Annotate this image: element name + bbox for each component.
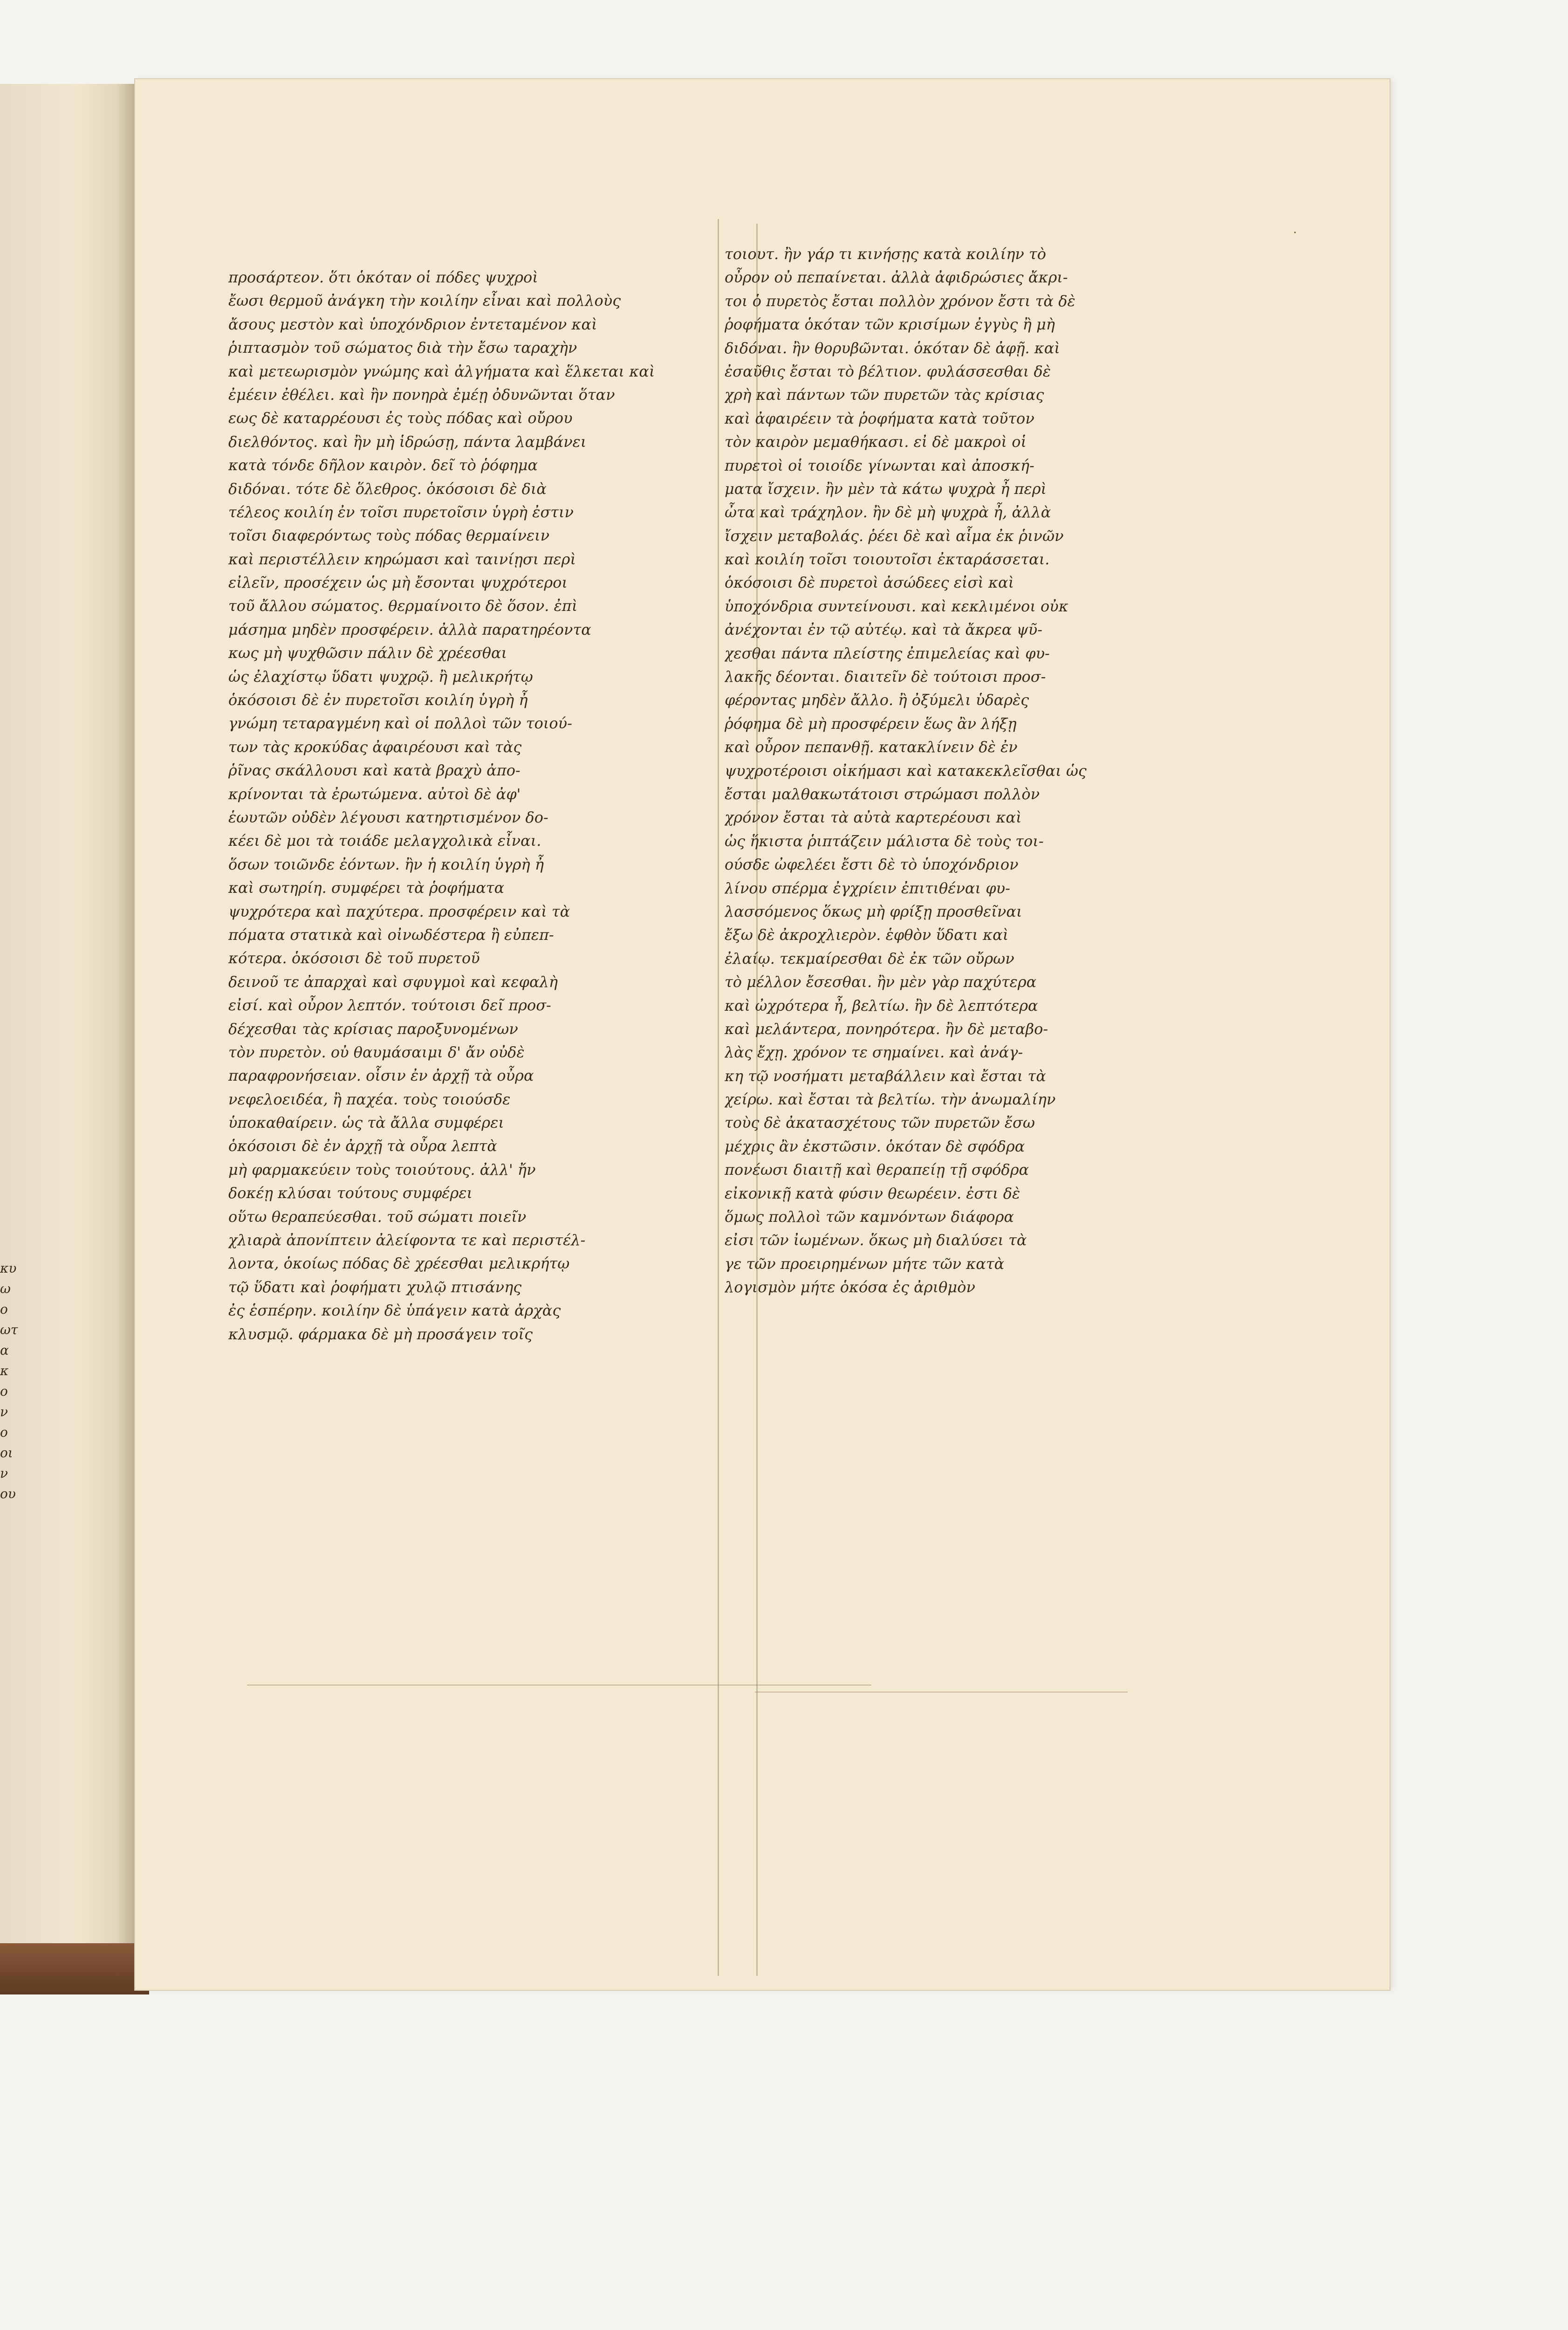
manuscript-line: ἐσαῦθις ἔσται τὸ βέλτιον. φυλάσσεσθαι δὲ: [725, 362, 1051, 380]
manuscript-line: τὸ μέλλον ἔσεσθαι. ἢν μὲν γὰρ παχύτερα: [725, 973, 1037, 991]
manuscript-line: τῷ ὕδατι καὶ ῥοφήματι χυλῷ πτισάνης: [228, 1278, 522, 1296]
manuscript-line: καὶ οὖρον πεπανθῇ. κατακλίνειν δὲ ἐν: [725, 738, 1018, 756]
text-column-right: [725, 242, 1246, 1299]
manuscript-line: κότερα. ὁκόσοισι δὲ τοῦ πυρετοῦ: [228, 949, 480, 967]
prev-page-fragment: ω: [0, 1281, 11, 1296]
manuscript-line: ἀνέχονται ἐν τῷ αὐτέῳ. καὶ τὰ ἄκρεα ψῦ-: [725, 621, 1043, 639]
manuscript-line: λακῆς δέονται. διαιτεῖν δὲ τούτοισι προσ-: [725, 668, 1046, 686]
manuscript-line: χρὴ καὶ πάντων τῶν πυρετῶν τὰς κρίσιας: [725, 386, 1044, 404]
ruling-line: [755, 1692, 1128, 1693]
manuscript-line: ὅμως πολλοὶ τῶν καμνόντων διάφορα: [725, 1208, 1014, 1226]
manuscript-line: ἐλαίῳ. τεκμαίρεσθαι δὲ ἐκ τῶν οὔρων: [725, 949, 1014, 967]
manuscript-line: χεσθαι πάντα πλείστης ἐπιμελείας καὶ φυ-: [725, 644, 1050, 662]
manuscript-line: δέχεσθαι τὰς κρίσιας παροξυνομένων: [228, 1020, 518, 1038]
manuscript-line: μὴ φαρμακεύειν τοὺς τοιούτους. ἀλλ' ἤν: [228, 1160, 536, 1179]
leaf-mark: ·: [1293, 226, 1297, 240]
previous-page-text-fragments: [0, 1258, 42, 1504]
manuscript-line: καὶ ὠχρότερα ἦ, βελτίω. ἢν δὲ λεπτότερα: [725, 996, 1038, 1014]
prev-page-fragment: ο: [0, 1302, 8, 1317]
manuscript-line: κρίνονται τὰ ἐρωτώμενα. αὐτοὶ δὲ ἀφ': [228, 785, 521, 803]
manuscript-line: ἑωυτῶν οὐδὲν λέγουσι κατηρτισμένον δο-: [228, 808, 548, 826]
manuscript-line: ῥιπτασμὸν τοῦ σώματος διὰ τὴν ἔσω ταραχὴν: [228, 339, 577, 357]
prev-page-fragment: κυ: [0, 1261, 17, 1276]
manuscript-line: τοῦ ἄλλου σώματος. θερμαίνοιτο δὲ ὅσον. ἐπὶ: [228, 597, 578, 615]
manuscript-line: δεινοῦ τε ἀπαρχαὶ καὶ σφυγμοὶ καὶ κεφαλὴ: [228, 973, 558, 991]
manuscript-line: διδόναι. ἢν θορυβῶνται. ὁκόταν δὲ ἀφῇ. καὶ: [725, 339, 1060, 357]
prev-page-fragment: ου: [0, 1486, 16, 1501]
manuscript-line: καὶ μελάντερα, πονηρότερα. ἢν δὲ μεταβο-: [725, 1020, 1048, 1038]
prev-page-fragment: οι: [0, 1445, 13, 1460]
manuscript-line: ῥοφήματα ὁκόταν τῶν κρισίμων ἐγγὺς ἢ μὴ: [725, 315, 1055, 334]
manuscript-line: κλυσμῷ. φάρμακα δὲ μὴ προσάγειν τοῖς: [228, 1325, 533, 1343]
manuscript-line: των τὰς κροκύδας ἀφαιρέουσι καὶ τὰς: [228, 738, 522, 756]
manuscript-line: πυρετοὶ οἱ τοιοίδε γίνωνται καὶ ἀποσκή-: [725, 456, 1034, 474]
manuscript-line: λασσόμενος ὅκως μὴ φρίξῃ προσθεῖναι: [725, 902, 1022, 920]
manuscript-line: φέροντας μηδὲν ἄλλο. ἢ ὀξύμελι ὑδαρὲς: [725, 691, 1029, 709]
manuscript-line: ψυχρότερα καὶ παχύτερα. προσφέρειν καὶ τὰ: [228, 902, 570, 920]
manuscript-line: λὰς ἔχῃ. χρόνον τε σημαίνει. καὶ ἀνάγ-: [725, 1043, 1023, 1062]
manuscript-line: ψυχροτέροισι οἰκήμασι καὶ κατακεκλεῖσθαι ὡς: [725, 761, 1087, 780]
text-column-left: [228, 266, 764, 1346]
manuscript-line: τοῖσι διαφερόντως τοὺς πόδας θερμαίνειν: [228, 527, 550, 545]
manuscript-line: ὦτα καὶ τράχηλον. ἢν δὲ μὴ ψυχρὰ ἦ, ἀλλὰ: [725, 503, 1051, 521]
manuscript-line: διδόναι. τότε δὲ ὅλεθρος. ὁκόσοισι δὲ διὰ: [228, 480, 547, 498]
manuscript-line: γε τῶν προειρημένων μήτε τῶν κατὰ: [725, 1254, 1005, 1273]
manuscript-line: καὶ ἀφαιρέειν τὰ ῥοφήματα κατὰ τοῦτον: [725, 409, 1034, 427]
manuscript-line: ἔσται μαλθακωτάτοισι στρώμασι πολλὸν: [725, 785, 1040, 803]
manuscript-line: ἐμέειν ἐθέλει. καὶ ἢν πονηρὰ ἐμέῃ ὀδυνῶνται ὅταν: [228, 385, 615, 404]
manuscript-line: τὸν πυρετὸν. οὐ θαυμάσαιμι δ' ἄν οὐδὲ: [228, 1043, 525, 1061]
manuscript-line: ὡς ἥκιστα ῥιπτάζειν μάλιστα δὲ τοὺς τοι-: [725, 832, 1044, 850]
manuscript-line: γνώμη τεταραγμένη καὶ οἱ πολλοὶ τῶν τοιού-: [228, 714, 572, 733]
footer: [0, 2137, 1568, 2326]
manuscript-line: εως δὲ καταρρέουσι ἐς τοὺς πόδας καὶ οὔρου: [228, 409, 573, 427]
manuscript-line: καὶ κοιλίη τοῖσι τοιουτοῖσι ἐκταράσσεται.: [725, 550, 1050, 569]
manuscript-line: ὁκόσοισι δὲ ἐν πυρετοῖσι κοιλίη ὑγρὴ ἦ: [228, 691, 528, 709]
manuscript-line: κέει δὲ μοι τὰ τοιάδε μελαγχολικὰ εἶναι.: [228, 832, 541, 850]
prev-page-fragment: ν: [0, 1466, 8, 1481]
manuscript-line: χλιαρὰ ἀπονίπτειν ἀλείφοντα τε καὶ περιστέλ-: [228, 1231, 586, 1249]
manuscript-line: δοκέῃ κλύσαι τούτους συμφέρει: [228, 1184, 473, 1202]
manuscript-line: ὁκόσοισι δὲ ἐν ἀρχῇ τὰ οὖρα λεπτὰ: [228, 1137, 497, 1155]
manuscript-line: ὑποκαθαίρειν. ὡς τὰ ἄλλα συμφέρει: [228, 1114, 504, 1132]
manuscript-line: ἴσχειν μεταβολάς. ῥέει δὲ καὶ αἷμα ἐκ ῥινῶν: [725, 527, 1064, 545]
manuscript-line: καὶ μετεωρισμὸν γνώμης καὶ ἀλγήματα καὶ ἕλκεται καὶ: [228, 362, 655, 380]
prev-page-fragment: κ: [0, 1363, 9, 1378]
manuscript-line: εἰσί. καὶ οὖρον λεπτόν. τούτοισι δεῖ προσ-: [228, 996, 551, 1014]
manuscript-line: ούσδε ὠφελέει ἔστι δὲ τὸ ὑποχόνδριον: [725, 856, 1019, 874]
manuscript-line: ὁκόσοισι δὲ πυρετοὶ ἀσώδεες εἰσὶ καὶ: [725, 574, 1014, 592]
manuscript-line: χείρω. καὶ ἔσται τὰ βελτίω. τὴν ἀνωμαλίην: [725, 1090, 1056, 1109]
manuscript-line: ῥόφημα δὲ μὴ προσφέρειν ἕως ἂν λήξῃ: [725, 714, 1017, 733]
manuscript-line: ἄσους μεστὸν καὶ ὑποχόνδριον ἐντεταμένον καὶ: [228, 315, 597, 333]
manuscript-line: τοὺς δὲ ἀκατασχέτους τῶν πυρετῶν ἔσω: [725, 1114, 1035, 1132]
manuscript-line: ὡς ἐλαχίστῳ ὕδατι ψυχρῷ. ἢ μελικρήτῳ: [228, 667, 533, 685]
manuscript-line: ἔωσι θερμοῦ ἀνάγκη τὴν κοιλίην εἶναι καὶ πολλοὺς: [228, 292, 621, 310]
prev-page-fragment: ο: [0, 1425, 8, 1440]
prev-page-fragment: ν: [0, 1404, 8, 1419]
prev-page-fragment: ο: [0, 1384, 8, 1399]
manuscript-line: πόματα στατικὰ καὶ οἰνωδέστερα ἢ εὐπεπ-: [228, 925, 554, 944]
manuscript-line: κατὰ τόνδε δῆλον καιρὸν. δεῖ τὸ ῥόφημα: [228, 456, 538, 474]
manuscript-line: ἐς ἑσπέρην. κοιλίην δὲ ὑπάγειν κατὰ ἀρχὰς: [228, 1302, 561, 1320]
manuscript-line: ῥῖνας σκάλλουσι καὶ κατὰ βραχὺ ἀπο-: [228, 761, 520, 780]
manuscript-line: διελθόντος. καὶ ἢν μὴ ἱδρώσῃ, πάντα λαμβάνει: [228, 432, 587, 451]
manuscript-line: πονέωσι διαιτῇ καὶ θεραπείῃ τῇ σφόδρα: [725, 1161, 1029, 1179]
manuscript-line: τέλεος κοιλίη ἐν τοῖσι πυρετοῖσιν ὑγρὴ ἐστιν: [228, 503, 574, 521]
manuscript-line: προσάρτεον. ὅτι ὁκόταν οἱ πόδες ψυχροὶ: [228, 268, 538, 286]
manuscript-line: τὸν καιρὸν μεμαθήκασι. εἰ δὲ μακροὶ οἱ: [725, 433, 1027, 451]
manuscript-line: ματα ἴσχειν. ἢν μὲν τὰ κάτω ψυχρὰ ἦ περὶ: [725, 480, 1047, 498]
manuscript-line: καὶ σωτηρίη. συμφέρει τὰ ῥοφήματα: [228, 879, 505, 897]
manuscript-line: λογισμὸν μήτε ὁκόσα ἐς ἀριθμὸν: [725, 1278, 975, 1296]
manuscript-line: νεφελοειδέα, ἢ παχέα. τοὺς τοιούσδε: [228, 1090, 511, 1108]
manuscript-line: ὑποχόνδρια συντείνουσι. καὶ κεκλιμένοι οὐκ: [725, 597, 1068, 615]
manuscript-line: χρόνον ἔσται τὰ αὐτὰ καρτερέουσι καὶ: [725, 809, 1022, 827]
manuscript-line: λίνου σπέρμα ἐγχρίειν ἐπιτιθέναι φυ-: [725, 879, 1010, 897]
binding-edge: [0, 1943, 149, 1994]
manuscript-line: μάσημα μηδὲν προσφέρειν. ἀλλὰ παρατηρέοντα: [228, 620, 591, 638]
manuscript-line: κως μὴ ψυχθῶσιν πάλιν δὲ χρέεσθαι: [228, 644, 507, 662]
manuscript-line: ὅσων τοιῶνδε ἐόντων. ἢν ἡ κοιλίη ὑγρὴ ἦ: [228, 855, 544, 873]
manuscript-line: εἰλεῖν, προσέχειν ὡς μὴ ἔσονται ψυχρότεροι: [228, 574, 568, 592]
manuscript-line: οὕτω θεραπεύεσθαι. τοῦ σώματι ποιεῖν: [228, 1207, 527, 1226]
manuscript-line: λοντα, ὁκοίως πόδας δὲ χρέεσθαι μελικρήτῳ: [228, 1254, 570, 1273]
prev-page-fragment: α: [0, 1343, 9, 1358]
manuscript-line: καὶ περιστέλλειν κηρώμασι καὶ ταινίῃσι περὶ: [228, 550, 576, 568]
manuscript-line: τοι ὁ πυρετὸς ἔσται πολλὸν χρόνον ἔστι τὰ δὲ: [725, 292, 1075, 310]
manuscript-line: τοιουτ. ἢν γάρ τι κινήσῃς κατὰ κοιλίην τὸ: [725, 245, 1046, 263]
prev-page-fragment: ωτ: [0, 1322, 18, 1337]
manuscript-line: εἰκονικῇ κατὰ φύσιν θεωρέειν. ἐστι δὲ: [725, 1184, 1020, 1202]
manuscript-line: εἰσι τῶν ἰωμένων. ὅκως μὴ διαλύσει τὰ: [725, 1231, 1027, 1249]
manuscript-line: μέχρις ἂν ἐκστῶσιν. ὁκόταν δὲ σφόδρα: [725, 1137, 1025, 1155]
ruling-line: [247, 1685, 871, 1686]
manuscript-line: παραφρονήσειαν. οἷσιν ἐν ἀρχῇ τὰ οὖρα: [228, 1067, 534, 1085]
manuscript-line: οὖρον οὐ πεπαίνεται. ἀλλὰ ἀφιδρώσιες ἄκρι-: [725, 268, 1068, 287]
manuscript-line: ἔξω δὲ ἀκροχλιερὸν. ἑφθὸν ὕδατι καὶ: [725, 926, 1009, 944]
manuscript-line: κη τῷ νοσήματι μεταβάλλειν καὶ ἔσται τὰ: [725, 1067, 1046, 1085]
